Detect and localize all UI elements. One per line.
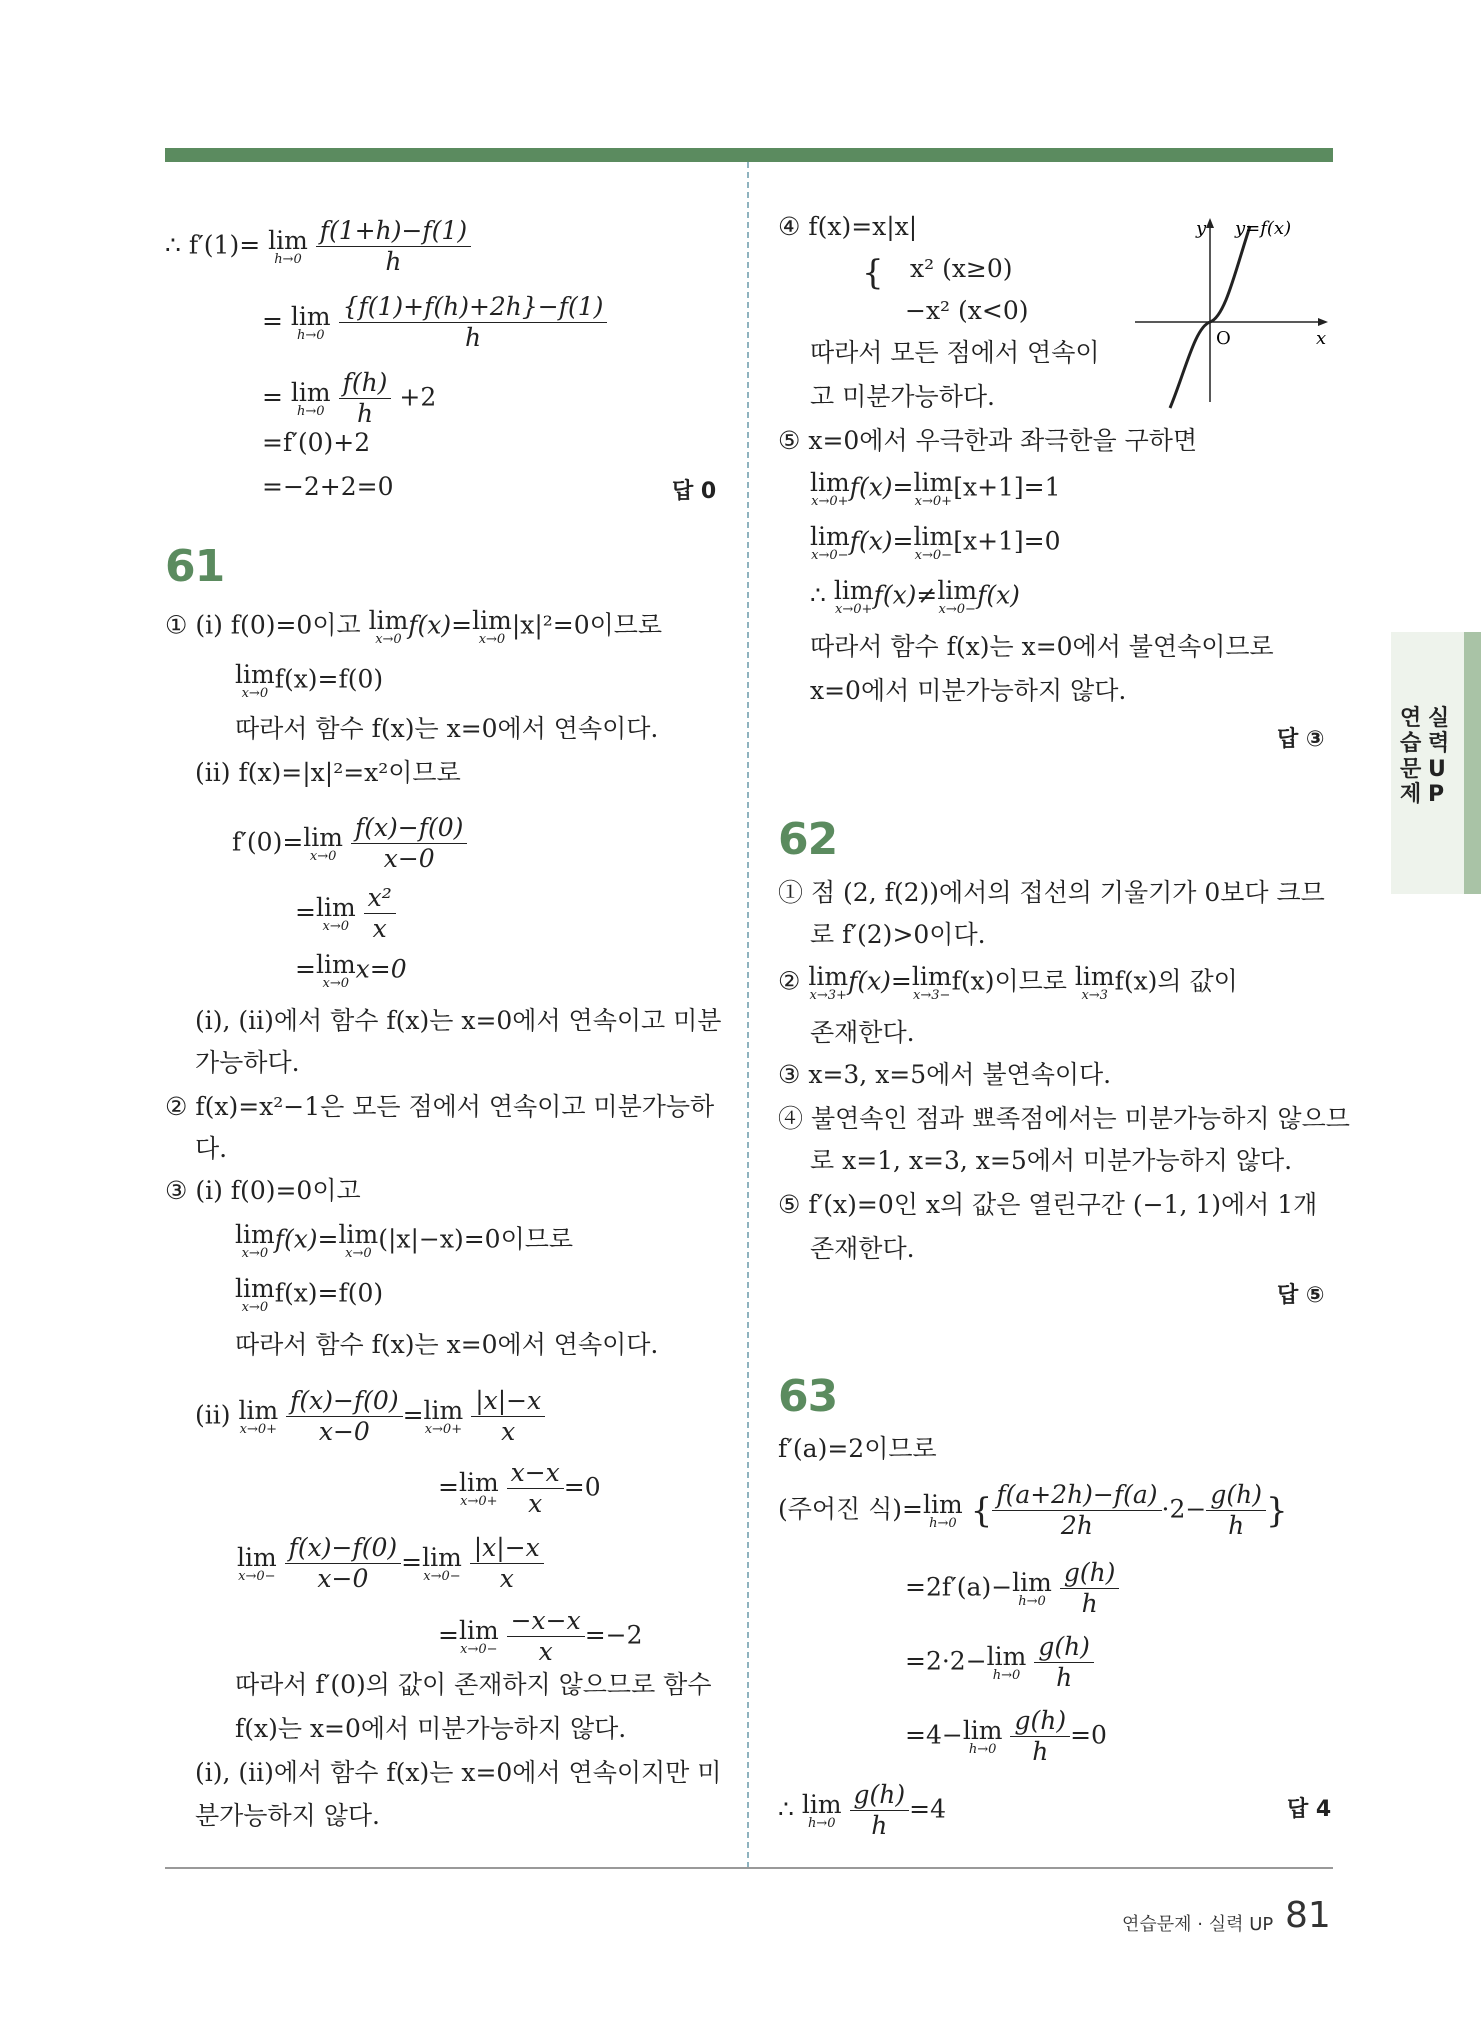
- p60-item5-line6: x=0에서 미분가능하지 않다.: [810, 676, 1127, 705]
- p60-case1: x² (x≥0): [910, 254, 1013, 283]
- intro-line-2: = lim h→0 $\frac{\{f(1)+f(h)+2h\}-f(1)}{h}$: [262, 294, 607, 352]
- p61-item3-ii-b: =lim x→0+ $\frac{x-x}{x}$ =0: [438, 1458, 601, 1519]
- intro-line-4: =f′(0)+2: [262, 428, 371, 457]
- p62-line8: ⑤ f′(x)=0인 x의 값은 열린구간 (−1, 1)에서 1개: [778, 1190, 1318, 1219]
- p63-line3: =2f′(a)−lim h→0 $\frac{g(h)}{h}$: [905, 1560, 1119, 1618]
- graph-x-label: x: [1316, 328, 1327, 349]
- intro-answer: 답 0: [672, 479, 717, 504]
- graph-curve-label: y=f(x): [1235, 218, 1292, 239]
- p62-line4: 존재한다.: [810, 1018, 915, 1047]
- p63-line1: f′(a)=2이므로: [778, 1434, 937, 1463]
- p61-item3-ii-c: lim x→0− $\frac{f(x)-f(0)}{x-0}$ =lim x→0− $\frac{|x|-x}{x}$: [237, 1535, 544, 1593]
- p61-item1-ii: (ii) f(x)=|x|²=x²이므로: [195, 758, 461, 787]
- xabsx-graph: [1130, 212, 1330, 412]
- p62-line5: ③ x=3, x=5에서 불연속이다.: [778, 1060, 1112, 1089]
- p60-item5-line1: ⑤ x=0에서 우극한과 좌극한을 구하면: [778, 426, 1198, 455]
- p62-line1: ① 점 (2, f(2))에서의 접선의 기울기가 0보다 크므: [778, 878, 1325, 907]
- p60-item4-line2: 따라서 모든 점에서 연속이: [810, 338, 1100, 367]
- bottom-rule: [165, 1867, 1333, 1869]
- p61-item3-conc1: 따라서 f′(0)의 값이 존재하지 않으므로 함수: [235, 1670, 712, 1699]
- problem-number-62: 62: [778, 814, 838, 865]
- top-accent-bar: [165, 148, 1333, 162]
- p60-case2: −x² (x<0): [905, 296, 1029, 325]
- graph-x-arrow: [1318, 318, 1328, 326]
- p60-item5-line3: lim x→0− f(x)=lim x→0− [x+1]=0: [810, 522, 1061, 563]
- p62-line7: 로 x=1, x=3, x=5에서 미분가능하지 않다.: [810, 1146, 1293, 1175]
- p60-answer: 답 ③: [1277, 727, 1325, 752]
- p61-item1-line2: lim x→0 f(x)=f(0): [235, 660, 384, 701]
- p61-item1-deriv1: f′(0)=lim x→0 $\frac{f(x)-f(0)}{x-0}$: [232, 815, 467, 873]
- intro-line-5: =−2+2=0: [262, 472, 394, 501]
- p61-item1-conc2: 가능하다.: [195, 1048, 300, 1077]
- p63-answer: 답 4: [1287, 1797, 1332, 1822]
- p60-item5-line4: ∴ lim x→0+ f(x)≠lim x→0− f(x): [810, 576, 1020, 617]
- p61-item3-line2: lim x→0 f(x)=lim x→0 (|x|−x)=0이므로: [235, 1220, 574, 1261]
- p61-item2-line2: 다.: [195, 1134, 228, 1163]
- p63-line6: ∴ lim h→0 $\frac{g(h)}{h}$ =4: [778, 1780, 946, 1841]
- p62-line9: 존재한다.: [810, 1234, 915, 1263]
- graph-origin-label: O: [1216, 328, 1231, 349]
- p62-answer: 답 ⑤: [1277, 1283, 1325, 1308]
- problem-number-61: 61: [165, 541, 225, 592]
- p61-item2-line1: ② f(x)=x²−1은 모든 점에서 연속이고 미분가능하: [165, 1092, 715, 1121]
- graph-y-label: y: [1196, 218, 1207, 239]
- p61-item1-line1: ① (i) f(0)=0이고 lim x→0 f(x)=lim x→0 |x|²=0이므로: [165, 606, 663, 647]
- p60-brace: {: [862, 253, 884, 293]
- p60-item5-line5: 따라서 함수 f(x)는 x=0에서 불연속이므로: [810, 632, 1274, 661]
- p60-item5-line2: lim x→0+ f(x)=lim x→0+ [x+1]=1: [810, 468, 1061, 509]
- p63-line2: (주어진 식)=lim h→0 { $\frac{f(a+2h)-f(a)}{2h}$ ·2− $\frac{g(h)}{h}$ }: [778, 1480, 1288, 1541]
- p63-line4: =2·2−lim h→0 $\frac{g(h)}{h}$: [905, 1634, 1094, 1692]
- p61-item3-line3: lim x→0 f(x)=f(0): [235, 1274, 384, 1315]
- p61-item3-ii-d: =lim x→0− $\frac{-x-x}{x}$ =−2: [438, 1606, 643, 1667]
- intro-line-3: = lim h→0 $\frac{f(h)}{h}$ +2: [262, 368, 437, 429]
- p61-item1-line3: 따라서 함수 f(x)는 x=0에서 연속이다.: [235, 714, 659, 743]
- p61-conc2: 분가능하지 않다.: [195, 1801, 380, 1830]
- column-divider: [747, 162, 749, 1868]
- p61-item1-conc1: (i), (ii)에서 함수 f(x)는 x=0에서 연속이고 미분: [195, 1006, 722, 1035]
- p61-conc1: (i), (ii)에서 함수 f(x)는 x=0에서 연속이지만 미: [195, 1758, 722, 1787]
- side-tab-col1: 연 습 문 제: [1400, 706, 1422, 807]
- p62-line6: ④ 불연속인 점과 뾰족점에서는 미분가능하지 않으므: [778, 1104, 1350, 1133]
- p62-line2: 로 f′(2)>0이다.: [810, 920, 986, 949]
- p61-item3-line1: ③ (i) f(0)=0이고: [165, 1176, 361, 1205]
- p60-item4-line1: ④ f(x)=x|x|: [778, 212, 918, 241]
- p63-line5: =4−lim h→0 $\frac{g(h)}{h}$ =0: [905, 1706, 1107, 1767]
- p61-item1-deriv2: =lim x→0 $\frac{\text{x²}}{x}$: [295, 885, 396, 943]
- intro-line-1: ∴ f′(1)= lim h→0 $\frac{f(1+h)-f(1)}{h}$: [165, 218, 471, 276]
- p61-item3-ii-a: (ii) lim x→0+ $\frac{f(x)-f(0)}{x-0}$ =lim x→0+ $\frac{|x|-x}{x}$: [195, 1388, 545, 1446]
- p61-item3-conc2: f(x)는 x=0에서 미분가능하지 않다.: [235, 1714, 627, 1743]
- page-number: 81: [1285, 1895, 1331, 1936]
- side-tab-col2: 실 력 U P: [1428, 706, 1450, 807]
- footer-section-label: 연습문제 · 실력 UP: [1122, 1914, 1274, 1935]
- problem-number-63: 63: [778, 1371, 838, 1422]
- p62-line3: ② lim x→3+ f(x)=lim x→3− f(x)이므로 lim x→3 f(x)의 값이: [778, 962, 1238, 1003]
- p61-item1-deriv3: =lim x→0 x=0: [295, 950, 407, 991]
- p60-item4-line3: 고 미분가능하다.: [810, 382, 995, 411]
- p61-item3-line4: 따라서 함수 f(x)는 x=0에서 연속이다.: [235, 1330, 659, 1359]
- graph-y-arrow: [1206, 218, 1214, 228]
